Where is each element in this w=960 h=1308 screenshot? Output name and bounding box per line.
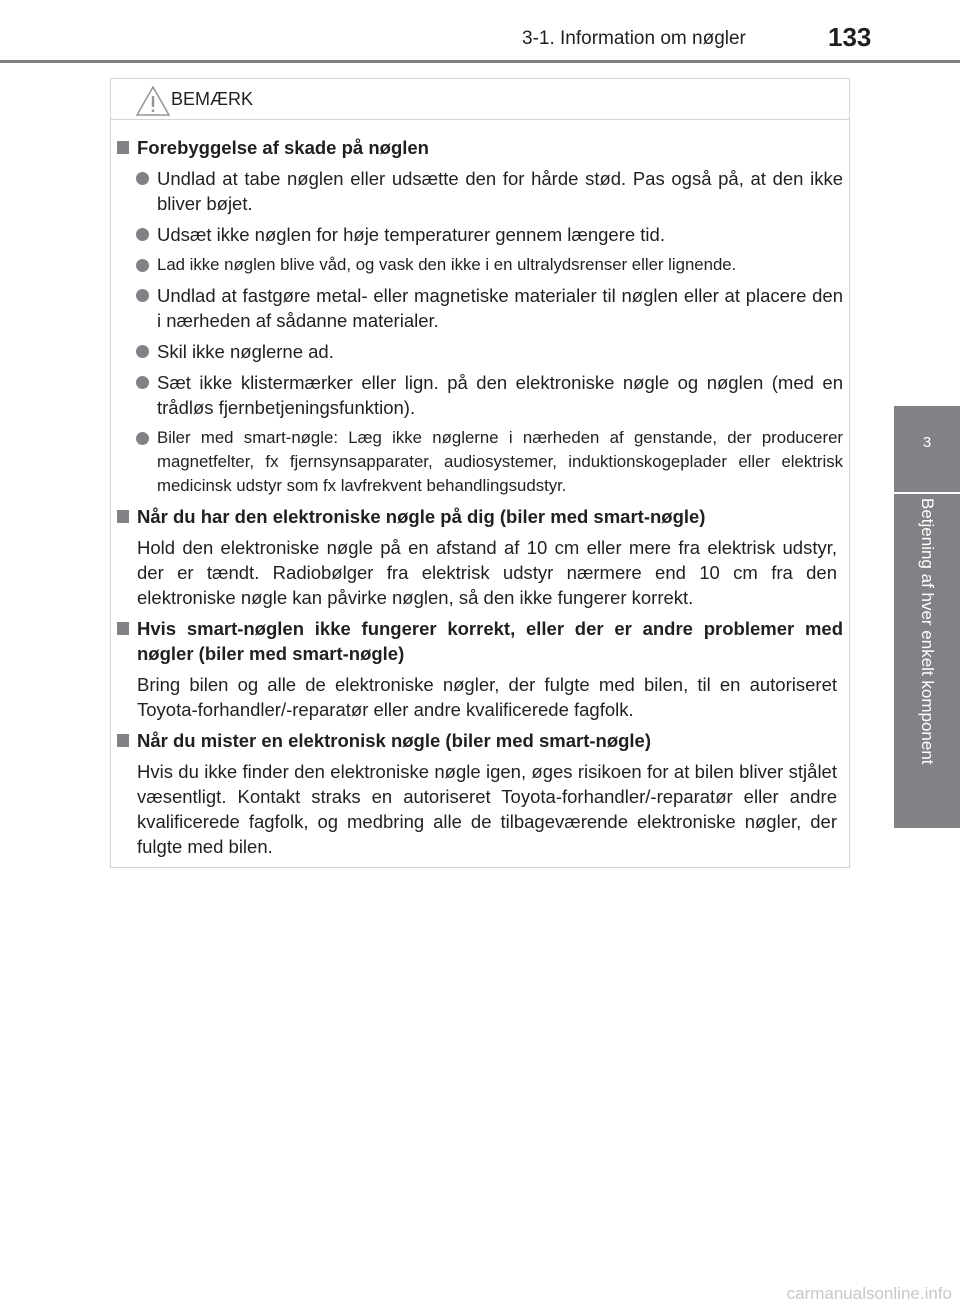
square-bullet-icon: [117, 622, 129, 635]
section-heading-text: Hvis smart-nøglen ikke fungerer korrekt, eller der er andre problemer med nøgler (biler med smart-nøgle): [137, 618, 843, 664]
list-item-text: Undlad at fastgøre metal- eller magnetiske materialer til nøglen eller at placere den i nærheden af sådanne materialer.: [157, 285, 843, 331]
warning-triangle-icon: [135, 85, 171, 117]
square-bullet-icon: [117, 510, 129, 523]
square-bullet-icon: [117, 734, 129, 747]
page-number: 133: [828, 22, 872, 52]
circle-bullet-icon: [136, 345, 149, 358]
list-item-text: Lad ikke nøglen blive våd, og vask den ikke i en ultralydsrenser eller lignende.: [157, 255, 737, 274]
circle-bullet-icon: [136, 376, 149, 389]
list-item: [111, 222, 851, 247]
list-item-text: Biler med smart-nøgle: Læg ikke nøglerne i nærheden af genstande, der producerer magnetfelter, fx fjernsynsapparater, audiosystemer, induktionskogeplader eller elektrisk medicinsk udstyr som fx lavfrekvent behandlingsudstyr.: [157, 428, 843, 495]
circle-bullet-icon: [136, 172, 149, 185]
section-heading-text: Når du mister en elektronisk nøgle (biler med smart-nøgle): [137, 730, 652, 751]
circle-bullet-icon: [136, 259, 149, 272]
circle-bullet-icon: [136, 289, 149, 302]
notice-content: [111, 135, 851, 865]
page-header: [0, 0, 960, 64]
section-heading-text: Når du har den elektroniske nøgle på dig (biler med smart-nøgle): [137, 506, 706, 527]
list-item-text: Udsæt ikke nøglen for høje temperaturer gennem længere tid.: [157, 224, 665, 245]
notice-box: [110, 78, 850, 868]
section-paragraph: Bring bilen og alle de elektroniske nøgler, der fulgte med bilen, til en autoriseret Toyota-forhandler/-reparatør eller andre kvalificerede fagfolk.: [137, 674, 837, 720]
section-title: 3-1. Information om nøgler: [522, 28, 746, 49]
notice-header: [111, 79, 849, 120]
list-item: [111, 426, 851, 498]
notice-label: BEMÆRK: [171, 89, 254, 109]
chapter-tab: [894, 406, 960, 492]
section-heading: [111, 135, 851, 160]
section-paragraph: Hold den elektroniske nøgle på en afstand af 10 cm eller mere fra elektrisk udstyr, der er tændt. Radiobølger fra elektrisk udstyr nærmere end 10 cm fra den elektroniske nøgle kan påvirke nøglen, så den ikke fungerer korrekt.: [137, 537, 837, 608]
watermark: carmanualsonline.info: [786, 1284, 952, 1303]
section-heading-text: Forebyggelse af skade på nøglen: [137, 137, 429, 158]
list-item: [111, 166, 851, 216]
section-heading: [111, 616, 851, 666]
list-item: [111, 253, 851, 277]
list-item-text: Undlad at tabe nøglen eller udsætte den for hårde stød. Pas også på, at den ikke bliver bøjet.: [157, 168, 843, 214]
chapter-title: Betjening af hver enkelt komponent: [918, 498, 937, 765]
list-item: [111, 339, 851, 364]
circle-bullet-icon: [136, 432, 149, 445]
list-item-text: Skil ikke nøglerne ad.: [157, 341, 334, 362]
header-divider: [0, 60, 960, 63]
section-heading: [111, 504, 851, 529]
list-item: [111, 370, 851, 420]
circle-bullet-icon: [136, 228, 149, 241]
section-heading: [111, 728, 851, 753]
square-bullet-icon: [117, 141, 129, 154]
list-item-text: Sæt ikke klistermærker eller lign. på den elektroniske nøgle og nøglen (med en trådløs fjernbetjeningsfunktion).: [157, 372, 843, 418]
list-item: [111, 283, 851, 333]
chapter-number: 3: [922, 434, 932, 451]
chapter-title-band: [894, 494, 960, 828]
section-paragraph: Hvis du ikke finder den elektroniske nøgle igen, øges risikoen for at bilen bliver stjålet væsentligt. Kontakt straks en autoriseret Toyota-forhandler/-reparatør eller andre kvalificerede fagfolk, og medbring alle de tilbageværende elektroniske nøgler, der fulgte med bilen.: [137, 761, 837, 857]
